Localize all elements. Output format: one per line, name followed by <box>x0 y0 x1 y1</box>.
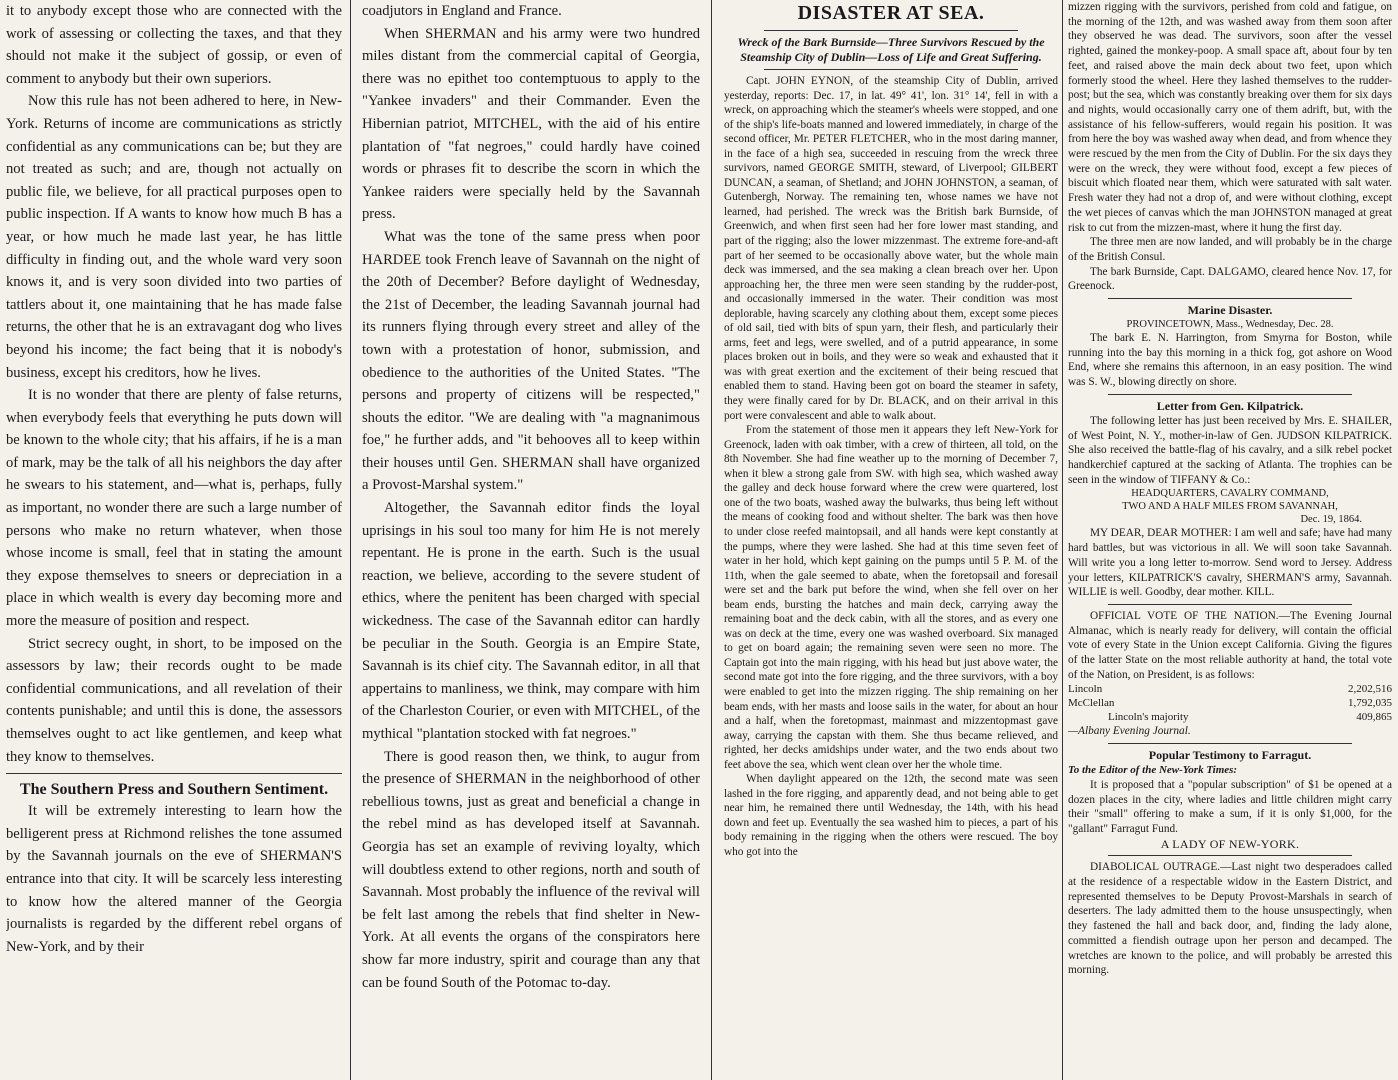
vote-table <box>1068 682 1392 724</box>
paragraph: Altogether, the Savannah editor finds the loyal uprisings in his soul too many for him He is not merely repentant. He is prone in the earth. Such is the usual reaction, we believe, according to the severe student of ethics, where the penitent has been charged with special wickedness. The case of the Savannah editor can hardly be peculiar in the South. Georgia is an Empire State, Savannah is its chief city. The Savannah editor, in all that appertains to manliness, we think, may compare with him of the Charleston Courier, or even with MITCHEL, of the mythical "plantation stocked with fat negroes." <box>362 500 700 742</box>
paragraph: Now this rule has not been adhered to here, in New-York. Returns of income are communications as strictly confidential as any communications can be; but they are not treated as such; and are, though not actually on public file, we believe, for all practical purposes open to public inspection. If A wants to know how much B has a year, or how much he made last year, he has little difficulty in finding out, and the whole ward very soon knows it, and is very soon divided into two parties of tattlers about it, one maintaining that he has made false returns, the other that he is an extravagant dog who lives beyond his income; the fact being that it is nobody's business, except his creditors, how he lives. <box>6 93 342 381</box>
column-rule <box>1062 0 1063 1080</box>
paragraph: coadjutors in England and France. <box>362 3 562 19</box>
divider <box>1108 743 1352 744</box>
signature: A LADY OF NEW-YORK. <box>1160 836 1300 851</box>
letter-body: MY DEAR, DEAR MOTHER: I am well and safe; have had many hard battles, but was victorious in all. We will soon take Savannah. Will write you a long letter to-morrow. Send word to Jersey. Address your letters, KILPATRICK'S cavalry, SHERMAN'S army, Savannah. WILLIE is well. Goodby, dear mother. KILL. <box>1068 527 1392 599</box>
source-credit: —Albany Evening Journal. <box>1068 725 1191 738</box>
divider <box>1108 298 1352 299</box>
section-heading: Marine Disaster. <box>1187 303 1273 318</box>
table-row <box>1068 696 1392 710</box>
article-subtitle: Wreck of the Bark Burnside—Three Survivors Rescued by the Steamship City of Dublin—Loss of Life and Great Suffering. <box>737 35 1045 64</box>
paragraph: DIABOLICAL OUTRAGE.—Last night two desperadoes called at the residence of a respectable widow in the Eastern District, and represented themselves to be Deputy Provost-Marshals in search of deserters. The lady admitted them to the house unsuspectingly, when they fastened the hall and back door, and, finding the lady alone, committed a fiendish outrage upon her person and decamped. The wretches are known to the police, and will probably be arrested this morning. <box>1068 861 1392 977</box>
paragraph: When daylight appeared on the 12th, the second mate was seen lashed in the fore rigging, and apparently dead, and not being able to get near him, he remained there until Wednesday, the 14th, with his head down and feet up. Eventually the sea washed him to pieces, a part of his body remaining in the rigging when the others were rescued. The boy who got into the <box>724 773 1058 858</box>
paragraph: The following letter has just been received by Mrs. E. SHAILER, of West Point, N. Y., mother-in-law of Gen. JUDSON KILPATRICK. She also received the battle-flag of his cavalry, and a silk rebel pocket handkerchief captured at the sacking of Atlanta. The trophies can be seen in the window of TIFFANY & Co.: <box>1068 414 1392 486</box>
paragraph: It will be extremely interesting to learn how the belligerent press at Richmond relishes the tone assumed by the Savannah journals on the eve of SHERMAN'S entrance into that city. It will be scarcely less interesting to know how the altered manner of the Georgia journalists is regarded by the different rebel organs of New-York, and by their <box>6 803 342 955</box>
column-rule <box>711 0 712 1080</box>
paragraph: There is good reason then, we think, to augur from the presence of SHERMAN in the neighborhood of other rebellious towns, just as great and beneficial a change in the rebel mind as has developed itself at Savannah. Georgia has set an example of reviving loyalty, which will doubtless extend to other regions, north and south of Savannah. Most probably the influence of the revival will be felt last among the rebels that find shelter in New-York. At all events the organs of the conspirators here show far more industry, spirit and courage than any that can be found South of the Potomac to-day. <box>362 748 700 991</box>
paragraph: mizzen rigging with the survivors, perished from cold and fatigue, on the morning of the 12th, and was washed away from them soon after they observed he was dead. The survivors, soon after the vessel righted, gained the monkey-poop. A small space aft, about four by ten feet, and raised above the main deck about two feet, upon which formerly stood the wheel. Here they lashed themselves to the rudder-post; but the sea, which was constantly breaking over them for six days and nights, would occasionally carry one of them adrift, but, with the assistance of his fellow-sufferers, would regain his position. It was from here the boy was washed away when dead, and from whence they were rescued by the men from the City of Dublin. For the six days they were on the wreck, they were without food, except a few pieces of biscuit which floated near them, which were saturated with salt water. Fresh water they had not a drop of, and were without clothing, except the wet pieces of canvas which the man JOHNSTON managed at great risk to cut from the mizzen-mast, where it hung the first day. <box>1068 1 1392 234</box>
paragraph: Capt. JOHN EYNON, of the steamship City of Dublin, arrived yesterday, reports: Dec. 17, in lat. 49° 41', lon. 31° 14', fell in with a wreck, on approaching which the steamer's wheels were stopped, and one of the ship's life-boats manned and lowered immediately, in charge of the second officer, Mr. PETER FLETCHER, who in the most daring manner, in the face of a high sea, succeeded in rescuing from the wreck three survivors, named GEORGE SMITH, steward, of Liverpool; GILBERT DUNCAN, a seaman, of Shetland; and JOHN JOHNSTON, a seaman, of Gutenbergh, Norway. The remaining ten, whose names we have not learned, had perished. The wreck was the British bark Burnside, of Greenwich, and when first seen had her fore lower mast standing, and part of the rigging; also the lower mizzenmast. The extreme fore-and-aft part of her seemed to be occasionally above water, but the whole main deck was immersed, and the sea making a clean breach over her. Upon approaching her, the three men were seen standing by the rudder-post, and occasionally immersed in the water. Their condition was most deplorable, having scarcely any clothing about them, except some pieces of old sail, tied with bits of spun yarn, their flesh, and particularly their arms, feet and legs, were swelled, and of a putrid appearance, in some places broken out in boils, and they were so weak and exhausted that it was with great exertion and the excitement of their being rescued that enabled them to stand. Having been got on board the steamer in safety, they were finally cared for by Dr. BLACK, and on their arrival in this port were convalescent and able to walk about. <box>724 75 1058 422</box>
divider <box>764 69 1018 70</box>
vote-value: 2,202,516 <box>1348 683 1392 696</box>
vote-value: 409,865 <box>1356 711 1392 724</box>
divider <box>1108 855 1352 856</box>
column-1 <box>6 0 342 1080</box>
paragraph: The bark E. N. Harrington, from Smyrna for Boston, while running into the bay this morning in a thick fog, got ashore on Wood End, where she remains this afternoon, in an easy position. The wind was S. W., blowing directly on shore. <box>1068 332 1392 389</box>
vote-label: McClellan <box>1068 697 1115 710</box>
paragraph: It is proposed that a "popular subscription" of $1 be opened at a dozen places in the city, where ladies and little children might carry their "small" offering to make a sum, if it is only $1,000, for the "gallant" Farragut Fund. <box>1068 778 1392 835</box>
divider <box>764 30 1018 31</box>
column-3 <box>724 0 1058 1080</box>
paragraph: Strict secrecy ought, in short, to be imposed on the assessors by law; their records ought to be made confidential communications, and all revelation of their contents punishable; and until this is done, the assessors themselves ought to act like gentlemen, and keep what they know to themselves. <box>6 635 342 765</box>
vote-label: Lincoln <box>1068 683 1103 696</box>
paragraph: When SHERMAN and his army were two hundred miles distant from the commercial capital of Georgia, there was no epithet too contemptuous to apply to the "Yankee invaders" and their Commander. Even the Hibernian patriot, MITCHEL, with the aid of his entire plantation of "fat negroes," could hardly have coined words or phrases fit to describe the scorn in which the Yankee raiders were specially held by the Savannah press. <box>362 25 700 223</box>
divider <box>6 773 342 774</box>
column-4 <box>1068 0 1392 1080</box>
letter-date: Dec. 19, 1864. <box>1300 514 1362 526</box>
section-heading: The Southern Press and Southern Sentiment. <box>19 781 329 799</box>
paragraph: The bark Burnside, Capt. DALGAMO, cleared hence Nov. 17, for Greenock. <box>1068 265 1392 293</box>
letter-header: HEADQUARTERS, CAVALRY COMMAND, <box>1131 488 1329 500</box>
divider <box>1108 394 1352 395</box>
column-2 <box>362 0 700 1080</box>
paragraph: It is no wonder that there are plenty of false returns, when everybody feels that everything he puts down will be known to the whole city; that his affairs, if he is a man of mark, may be the talk of all his neighbors the day after he swears to his statement, and—what is, perhaps, fully as important, no wonder there are such a large number of persons who make no return whatever, when those whose income is small, feel that in stating the amount they expose themselves to sneers or depreciation in a place in which wealth is every day becoming more and more the measure of position and respect. <box>6 387 342 630</box>
paragraph: What was the tone of the same press when poor HARDEE took French leave of Savannah on the night of the 20th of December? Before daylight of Wednesday, the 21st of December, the leading Savannah journal had its runners flying through every street and alley of the town with a protestation of honor, submission, and obedience to the authorities of the United States. "The persons and property of citizens will be respected," shouts the editor. "We are dealing with "a magnanimous foe," he further adds, and "it behooves all to keep within their houses until Gen. SHERMAN shall have organized a Provost-Marshal system." <box>362 228 700 494</box>
vote-label: Lincoln's majority <box>1108 711 1189 724</box>
letter-header: TWO AND A HALF MILES FROM SAVANNAH, <box>1122 501 1338 513</box>
article-title: DISASTER AT SEA. <box>797 2 985 24</box>
table-row <box>1068 710 1392 724</box>
column-rule <box>350 0 351 1080</box>
paragraph: it to anybody except those who are connected with the work of assessing or collecting the taxes, and that they should not make it the subject of gossip, or even of comment to anybody but their own superiors. <box>6 3 342 87</box>
section-heading: Letter from Gen. Kilpatrick. <box>1156 398 1304 413</box>
paragraph: OFFICIAL VOTE OF THE NATION.—The Evening Journal Almanac, which is nearly ready for delivery, will contain the official vote of every State in the Union except California. Giving the figures of the latter State on the most reliable authority at hand, the total vote of the Nation, on President, is as follows: <box>1068 609 1392 681</box>
dateline: PROVINCETOWN, Mass., Wednesday, Dec. 28. <box>1126 319 1334 331</box>
paragraph: The three men are now landed, and will probably be in the charge of the British Consul. <box>1068 236 1392 263</box>
paragraph: From the statement of those men it appears they left New-York for Greenock, laden with oak timber, with a crew of thirteen, all told, on the 8th November. She had fine weather up to the morning of December 7, when it blew a strong gale from SW. with high sea, which washed away the galley and deck house forward where the crew were quartered, lost one of the two boats, washed away the bulwarks, thus being left without the means of cooking food and without shelter. The bark was then hove to under close reefed maintopsail, and all hands were kept constantly at the pumps, where they were lashed. She had at this time seven feet of water in her hold, which kept gaining on the pumps until 5 P. M. of the 11th, when the gale seemed to abate, when the foretopsail and foresail were set and the bark put before the wind, when she fell over on her beam ends, bursting the hatches and main deck, carrying away the remaining boat and the deck cabin, with all the stores, and as every one was on deck at the time, every one was washed overboard. Six managed to get on board again; the remaining seven were seen no more. The Captain got into the main rigging, with his head but just above water, the second mate got into the fore rigging, and the three survivors, with a boy were enabled to get into the mizzen rigging. The ship remaining on her beam ends, with her masts and loose sails in the water, for about an hour and a half, when the foretopmast, mainmast and mizzentopmast gave away, carrying the capstan with them. She thus became relieved, and righted, her decks amidships under water, and the two ends about two feet above the sea, which went clean over her the whole time. <box>724 424 1058 771</box>
table-row <box>1068 682 1392 696</box>
divider <box>1108 604 1352 605</box>
vote-value: 1,792,035 <box>1348 697 1392 710</box>
salutation: To the Editor of the New-York Times: <box>1068 764 1238 777</box>
section-heading: Popular Testimony to Farragut. <box>1148 748 1312 763</box>
